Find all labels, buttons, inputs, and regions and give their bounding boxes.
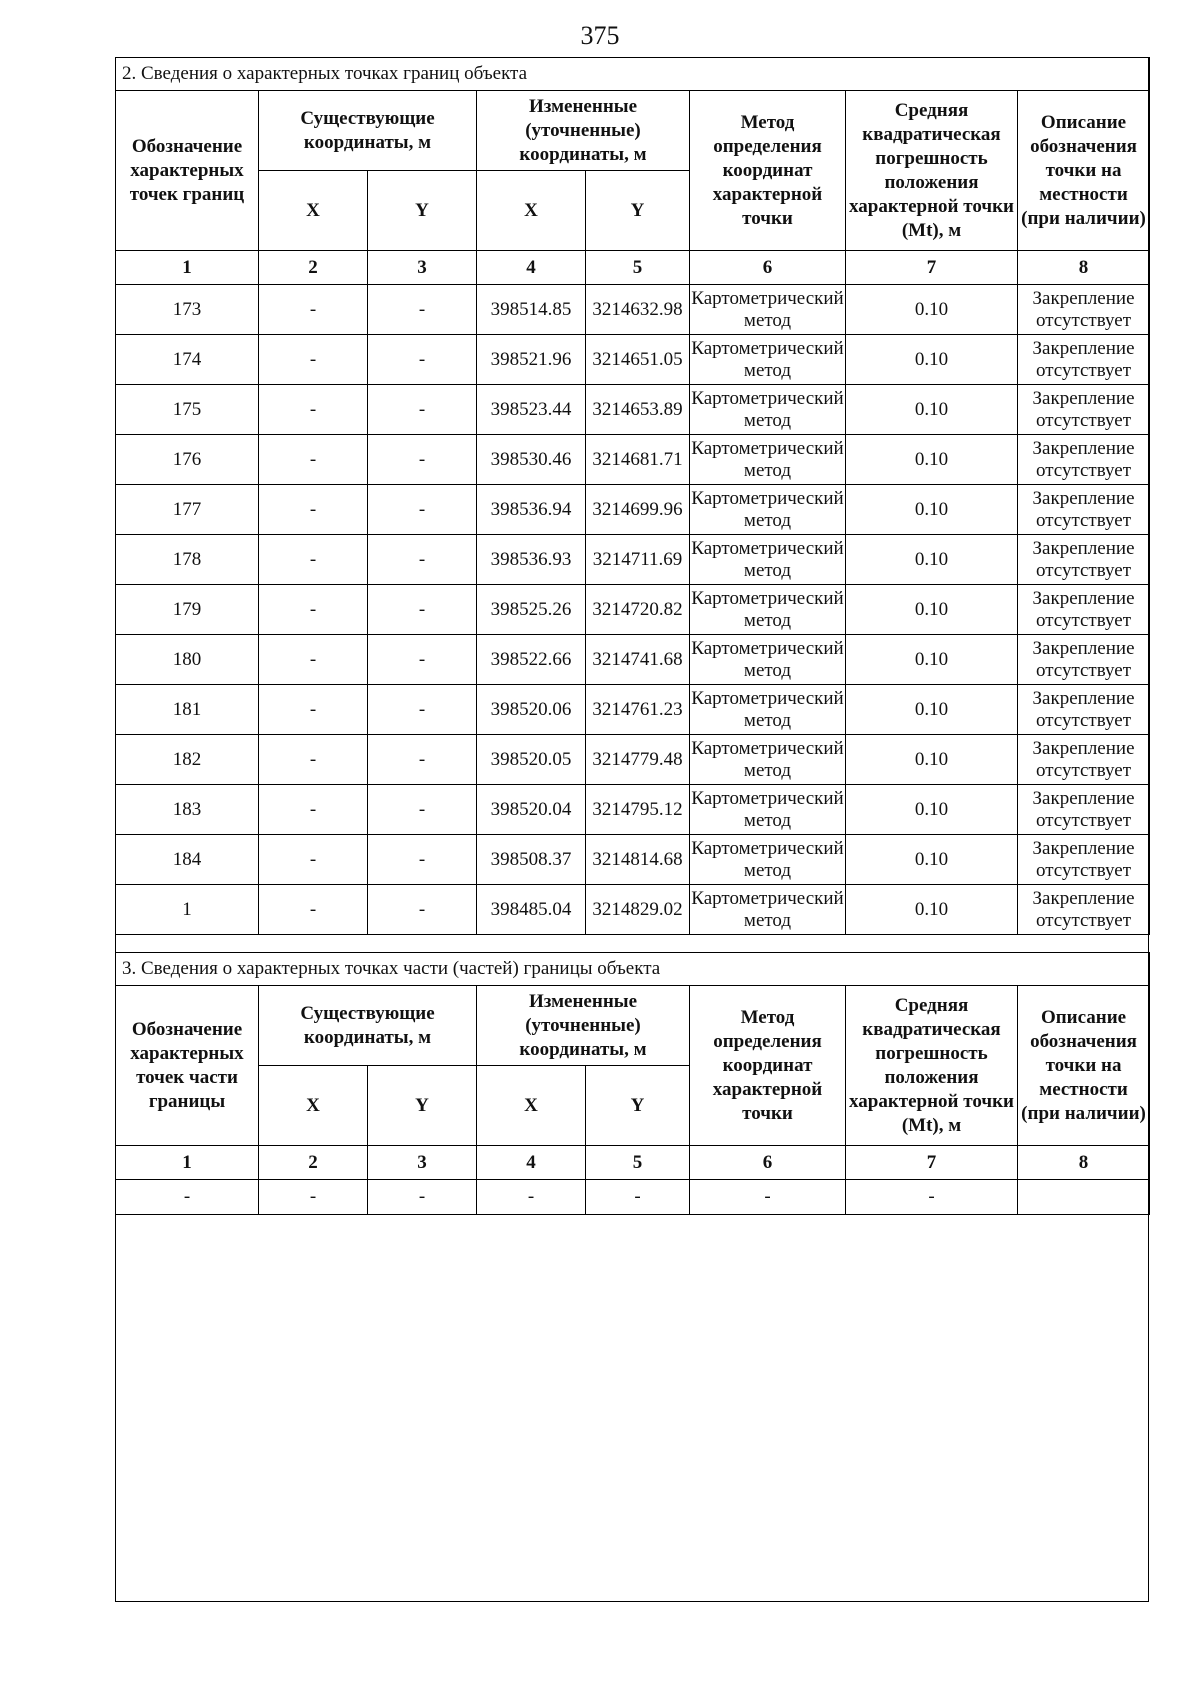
column-number: 8 xyxy=(1018,1146,1150,1180)
error-cell: 0.10 xyxy=(846,585,1018,635)
changed-y-cell: 3214795.12 xyxy=(586,785,690,835)
method-cell: Картометрический метод xyxy=(690,785,846,835)
description-cell: Закрепление отсутствует xyxy=(1018,685,1150,735)
method-cell: Картометрический метод xyxy=(690,685,846,735)
header-description: Описание обозначения точки на местности (при наличии) xyxy=(1018,986,1150,1146)
changed-x-cell: 398523.44 xyxy=(477,385,586,435)
header-existing-y: Y xyxy=(368,171,477,251)
section-2-table xyxy=(115,57,1150,935)
point-cell: 175 xyxy=(116,385,259,435)
column-number: 7 xyxy=(846,1146,1018,1180)
error-cell: 0.10 xyxy=(846,685,1018,735)
table-row xyxy=(116,885,1150,935)
error-cell: 0.10 xyxy=(846,435,1018,485)
column-number: 4 xyxy=(477,251,586,285)
table-row xyxy=(116,335,1150,385)
header-error: Средняя квадратическая погрешность положения характерной точки (Mt), м xyxy=(846,91,1018,251)
method-cell: Картометрический метод xyxy=(690,835,846,885)
column-number: 7 xyxy=(846,251,1018,285)
method-cell: Картометрический метод xyxy=(690,435,846,485)
existing-x-cell: - xyxy=(259,385,368,435)
point-cell: 180 xyxy=(116,635,259,685)
changed-y-cell: 3214681.71 xyxy=(586,435,690,485)
column-numbers-row xyxy=(116,1146,1150,1180)
changed-y-cell: 3214651.05 xyxy=(586,335,690,385)
changed-y-cell: 3214829.02 xyxy=(586,885,690,935)
error-cell: 0.10 xyxy=(846,885,1018,935)
existing-y-cell: - xyxy=(368,1180,477,1215)
error-cell: 0.10 xyxy=(846,835,1018,885)
column-number: 6 xyxy=(690,1146,846,1180)
existing-y-cell: - xyxy=(368,835,477,885)
existing-y-cell: - xyxy=(368,285,477,335)
method-cell: - xyxy=(690,1180,846,1215)
table-row xyxy=(116,485,1150,535)
existing-x-cell: - xyxy=(259,885,368,935)
changed-y-cell: 3214814.68 xyxy=(586,835,690,885)
description-cell: Закрепление отсутствует xyxy=(1018,335,1150,385)
changed-y-cell: 3214779.48 xyxy=(586,735,690,785)
existing-y-cell: - xyxy=(368,535,477,585)
table-row xyxy=(116,735,1150,785)
description-cell: Закрепление отсутствует xyxy=(1018,285,1150,335)
error-cell: 0.10 xyxy=(846,735,1018,785)
changed-x-cell: 398520.06 xyxy=(477,685,586,735)
error-cell: 0.10 xyxy=(846,535,1018,585)
method-cell: Картометрический метод xyxy=(690,635,846,685)
table-row xyxy=(116,285,1150,335)
point-cell: 178 xyxy=(116,535,259,585)
changed-x-cell: 398522.66 xyxy=(477,635,586,685)
page-number: 375 xyxy=(580,21,620,50)
changed-y-cell: 3214761.23 xyxy=(586,685,690,735)
existing-y-cell: - xyxy=(368,785,477,835)
changed-x-cell: 398520.05 xyxy=(477,735,586,785)
column-number: 4 xyxy=(477,1146,586,1180)
description-cell: Закрепление отсутствует xyxy=(1018,535,1150,585)
table-row xyxy=(116,785,1150,835)
table-row xyxy=(116,585,1150,635)
point-cell: 177 xyxy=(116,485,259,535)
header-existing-coords: Существующие координаты, м xyxy=(259,986,477,1066)
description-cell: Закрепление отсутствует xyxy=(1018,385,1150,435)
header-method: Метод определения координат характерной точки xyxy=(690,986,846,1146)
method-cell: Картометрический метод xyxy=(690,585,846,635)
error-cell: 0.10 xyxy=(846,285,1018,335)
description-cell: Закрепление отсутствует xyxy=(1018,735,1150,785)
description-cell: Закрепление отсутствует xyxy=(1018,585,1150,635)
error-cell: 0.10 xyxy=(846,385,1018,435)
existing-x-cell: - xyxy=(259,785,368,835)
point-cell: - xyxy=(116,1180,259,1215)
point-cell: 184 xyxy=(116,835,259,885)
point-cell: 182 xyxy=(116,735,259,785)
method-cell: Картометрический метод xyxy=(690,535,846,585)
changed-y-cell: 3214711.69 xyxy=(586,535,690,585)
existing-x-cell: - xyxy=(259,485,368,535)
error-cell: 0.10 xyxy=(846,335,1018,385)
existing-y-cell: - xyxy=(368,885,477,935)
header-changed-coords: Измененные (уточненные) координаты, м xyxy=(477,91,690,171)
description-cell: Закрепление отсутствует xyxy=(1018,635,1150,685)
changed-y-cell: 3214632.98 xyxy=(586,285,690,335)
existing-y-cell: - xyxy=(368,385,477,435)
existing-x-cell: - xyxy=(259,1180,368,1215)
column-number: 8 xyxy=(1018,251,1150,285)
description-cell: Закрепление отсутствует xyxy=(1018,785,1150,835)
section-2-rows xyxy=(116,285,1150,935)
changed-x-cell: 398508.37 xyxy=(477,835,586,885)
column-numbers-row xyxy=(116,251,1150,285)
existing-x-cell: - xyxy=(259,735,368,785)
header-description: Описание обозначения точки на местности (при наличии) xyxy=(1018,91,1150,251)
column-number: 2 xyxy=(259,1146,368,1180)
existing-x-cell: - xyxy=(259,685,368,735)
header-method: Метод определения координат характерной точки xyxy=(690,91,846,251)
header-existing-x: X xyxy=(259,1066,368,1146)
changed-x-cell: 398514.85 xyxy=(477,285,586,335)
description-cell xyxy=(1018,1180,1150,1215)
table-row xyxy=(116,385,1150,435)
table-row xyxy=(116,835,1150,885)
section-2-title: 2. Сведения о характерных точках границ объекта xyxy=(116,58,1150,91)
header-changed-y: Y xyxy=(586,171,690,251)
changed-x-cell: - xyxy=(477,1180,586,1215)
column-number: 6 xyxy=(690,251,846,285)
table-row xyxy=(116,1180,1150,1215)
error-cell: 0.10 xyxy=(846,485,1018,535)
existing-y-cell: - xyxy=(368,635,477,685)
column-number: 3 xyxy=(368,251,477,285)
changed-x-cell: 398485.04 xyxy=(477,885,586,935)
existing-x-cell: - xyxy=(259,285,368,335)
changed-x-cell: 398536.94 xyxy=(477,485,586,535)
header-changed-x: X xyxy=(477,1066,586,1146)
table-row xyxy=(116,685,1150,735)
changed-y-cell: 3214720.82 xyxy=(586,585,690,635)
point-cell: 174 xyxy=(116,335,259,385)
point-cell: 173 xyxy=(116,285,259,335)
header-existing-x: X xyxy=(259,171,368,251)
existing-y-cell: - xyxy=(368,335,477,385)
existing-x-cell: - xyxy=(259,585,368,635)
header-designation: Обозначение характерных точек части границы xyxy=(116,986,259,1146)
changed-x-cell: 398521.96 xyxy=(477,335,586,385)
existing-y-cell: - xyxy=(368,435,477,485)
point-cell: 1 xyxy=(116,885,259,935)
existing-x-cell: - xyxy=(259,835,368,885)
existing-x-cell: - xyxy=(259,435,368,485)
point-cell: 176 xyxy=(116,435,259,485)
section-3-table xyxy=(115,952,1150,1215)
existing-x-cell: - xyxy=(259,535,368,585)
changed-x-cell: 398536.93 xyxy=(477,535,586,585)
changed-x-cell: 398530.46 xyxy=(477,435,586,485)
description-cell: Закрепление отсутствует xyxy=(1018,485,1150,535)
point-cell: 179 xyxy=(116,585,259,635)
table-row xyxy=(116,535,1150,585)
header-existing-coords: Существующие координаты, м xyxy=(259,91,477,171)
existing-x-cell: - xyxy=(259,635,368,685)
column-number: 1 xyxy=(116,1146,259,1180)
changed-y-cell: 3214699.96 xyxy=(586,485,690,535)
column-number: 5 xyxy=(586,1146,690,1180)
existing-y-cell: - xyxy=(368,585,477,635)
method-cell: Картометрический метод xyxy=(690,485,846,535)
existing-y-cell: - xyxy=(368,485,477,535)
error-cell: 0.10 xyxy=(846,635,1018,685)
column-number: 1 xyxy=(116,251,259,285)
header-changed-x: X xyxy=(477,171,586,251)
changed-x-cell: 398520.04 xyxy=(477,785,586,835)
header-changed-coords: Измененные (уточненные) координаты, м xyxy=(477,986,690,1066)
description-cell: Закрепление отсутствует xyxy=(1018,835,1150,885)
column-number: 2 xyxy=(259,251,368,285)
description-cell: Закрепление отсутствует xyxy=(1018,435,1150,485)
existing-y-cell: - xyxy=(368,735,477,785)
section-3-rows xyxy=(116,1180,1150,1215)
method-cell: Картометрический метод xyxy=(690,885,846,935)
method-cell: Картометрический метод xyxy=(690,385,846,435)
error-cell: 0.10 xyxy=(846,785,1018,835)
changed-y-cell: - xyxy=(586,1180,690,1215)
table-row xyxy=(116,635,1150,685)
description-cell: Закрепление отсутствует xyxy=(1018,885,1150,935)
existing-y-cell: - xyxy=(368,685,477,735)
error-cell: - xyxy=(846,1180,1018,1215)
changed-y-cell: 3214741.68 xyxy=(586,635,690,685)
point-cell: 183 xyxy=(116,785,259,835)
column-number: 5 xyxy=(586,251,690,285)
changed-x-cell: 398525.26 xyxy=(477,585,586,635)
header-existing-y: Y xyxy=(368,1066,477,1146)
method-cell: Картометрический метод xyxy=(690,285,846,335)
point-cell: 181 xyxy=(116,685,259,735)
header-changed-y: Y xyxy=(586,1066,690,1146)
changed-y-cell: 3214653.89 xyxy=(586,385,690,435)
table-row xyxy=(116,435,1150,485)
method-cell: Картометрический метод xyxy=(690,335,846,385)
method-cell: Картометрический метод xyxy=(690,735,846,785)
header-designation: Обозначение характерных точек границ xyxy=(116,91,259,251)
existing-x-cell: - xyxy=(259,335,368,385)
section-3-title: 3. Сведения о характерных точках части (частей) границы объекта xyxy=(116,953,1150,986)
column-number: 3 xyxy=(368,1146,477,1180)
header-error: Средняя квадратическая погрешность положения характерной точки (Mt), м xyxy=(846,986,1018,1146)
